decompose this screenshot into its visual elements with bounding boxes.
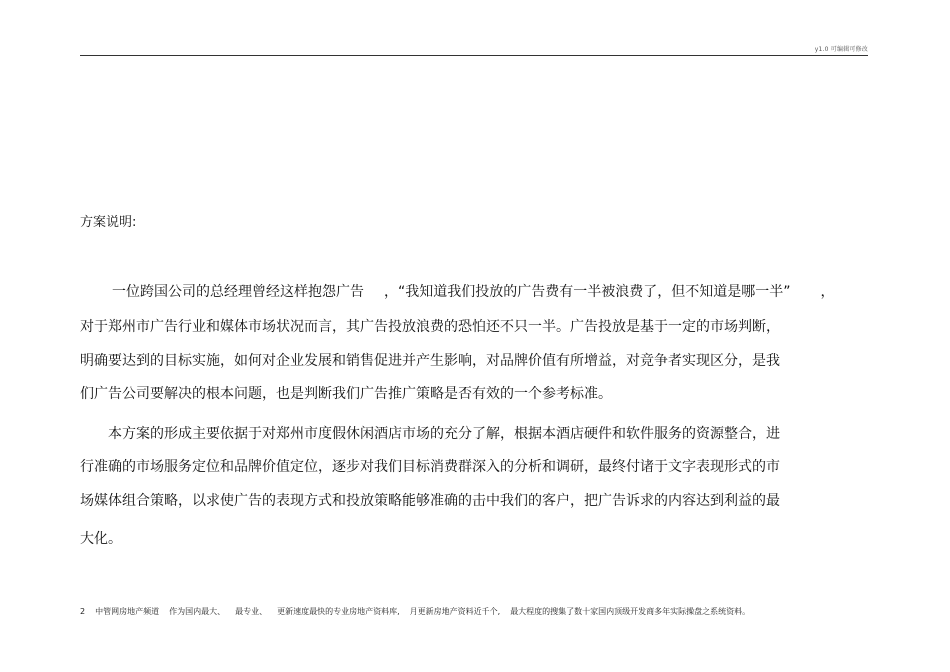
paragraph2-line4: 大化。 (80, 531, 122, 547)
paragraph2-line3: 场媒体组合策略，以求使广告的表现方式和投放策略能够准确的击中我们的客户，把广告诉求的内容达到利益的最 (80, 493, 780, 509)
paragraph1-line4: 们广告公司要解决的根本问题，也是判断我们广告推广策略是否有效的一个参考标准。 (80, 386, 612, 402)
header-divider (80, 55, 868, 56)
header-version-text: y1.0 可编辑可修改 (814, 46, 868, 53)
paragraph1-line3: 明确要达到的目标实施，如何对企业发展和销售促进并产生影响，对品牌价值有所增益，对竞争者实现区分，是我 (80, 353, 780, 369)
section-title: 方案说明: (80, 215, 137, 230)
paragraph2-line1: 本方案的形成主要依据于对郑州市度假休闲酒店市场的充分了解，根据本酒店硬件和软件服务的资源整合，进 (108, 426, 780, 442)
paragraph1-line2: 对于郑州市广告行业和媒体市场状况而言，其广告投放浪费的恐怕还不只一半。广告投放是基于一定的市场判断， (80, 319, 780, 335)
footer-site-name: 中管网房地产频道 (95, 607, 160, 616)
paragraph1-line1-part-b: ，“我知道我们投放的广告费有一半被浪费了，但不知道是哪一半” (384, 284, 791, 300)
paragraph2-line2: 行准确的市场服务定位和品牌价值定位，逐步对我们目标消费群深入的分析和调研，最终付诸于文字表现形式的市 (80, 459, 780, 475)
footer-desc-1: 作为国内最大、 (169, 607, 226, 616)
page-footer (80, 606, 760, 618)
footer-desc-5: 最大程度的搜集了数十家国内顶级开发商多年实际操盘之系统资料。 (510, 607, 751, 616)
paragraph1-line1-part-c: ， (820, 284, 835, 300)
footer-desc-4: 月更新房地产资料近千个, (409, 607, 501, 616)
footer-page-number: 2 (80, 607, 86, 616)
paragraph1-line1-part-a: 一位跨国公司的总经理曾经这样抱怨广告 (112, 284, 364, 300)
paragraph1-line1 (112, 283, 835, 301)
footer-desc-3: 更新速度最快的专业房地产资料库, (277, 607, 400, 616)
footer-desc-2: 最专业、 (235, 607, 268, 616)
